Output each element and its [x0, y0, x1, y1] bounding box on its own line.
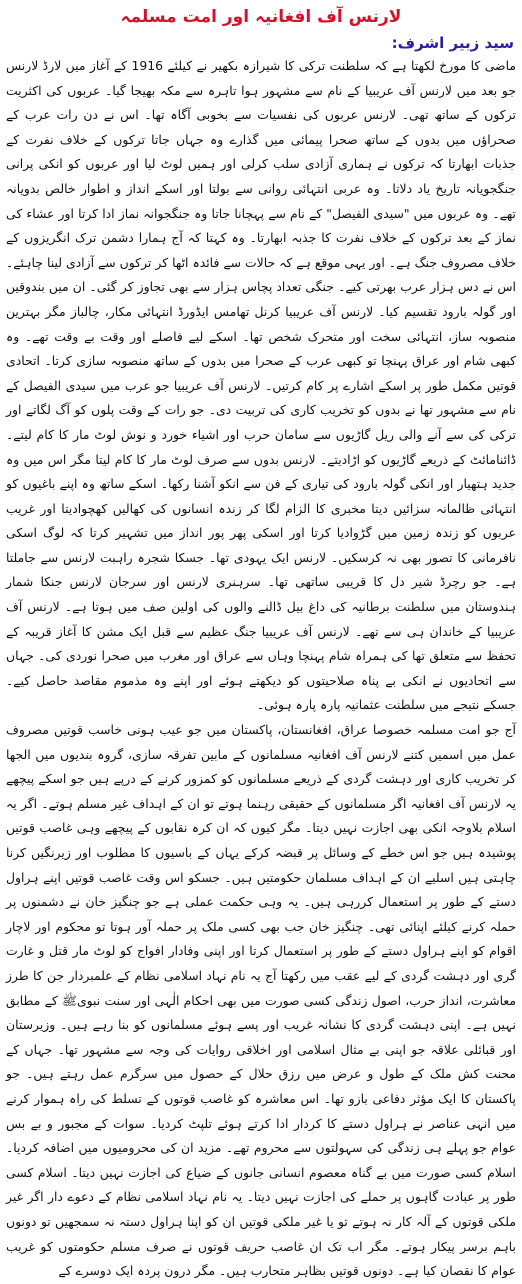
paragraph-text: آج جو امت مسلمہ خصوصا عراق، افغانستان، پاکستان میں جو عیب ہونی خاسب قوتیں مصروف عمل میں اسمیں کتنے لارنس آف افغانیہ مسلمانوں کے مابین تفرقہ سازی، گروہ بندیوں میں الجھا کر تخریب کاری اور دہشت گردی کے ذریعے مسلمانوں کو کمزور کرنے کے درپے ہیں جو اسکے پیچھے یہ لارنس آف افغانیہ اگر مسلمانوں کے حقیقی رہنما ہوتے تو ان کے اہداف غیر مسلم ہوتے۔ اگر یہ اسلام بلاوجہ انکی بھی اجازت نہیں دیتا۔ مگر کیوں کہ ان کرہ نقابوں کے پیچھے وہی غاصب قوتیں پوشیدہ ہیں جو اس خطے کے وسائل پر قبضہ کرکے یہاں کے باسیوں کا مطلوب اور زیرنگیں کرنا چاہتی ہیں اسلیے ان کے اہداف مسلمان حکومتیں ہیں۔ جسکو اس وقت غاصب قوتیں اپنے ہراول دستے کے طور پر استعمال کررہی ہیں۔ یہ وہی حکمت عملی ہے جو چنگیز خان نے دشمنوں پر حملہ کرنے کیلئے اپنائی تھی۔ چنگیز خان جب بھی کسی ملک پر حملہ آور ہوتا تو محکوم اور لاچار اقوام کو اپنے ہراول دستے کے طور پر استعمال کرتا اور اپنی وفادار افواج کو لوٹ مار قتل و غارت گری اور دہشت گردی کے لیے عقب میں رکھتا آج یہ نام نہاد اسلامی نظام کے علمبردار جن کا طرز معاشرت، انداز حرب، اصول زندگی کسی صورت میں بھی احکام الٰہی اور سنت نبویﷺ کے مطابق نہیں ہے۔ اپنی دہشت گردی کا نشانہ غریب اور پسے ہوئے مسلمانوں کو بنا رہے ہیں۔ وزیرستان اور قبائلی علاقہ جو اپنی بے مثال اسلامی اور اخلاقی روایات کی وجہ سے مشہور تھا۔ جہاں کے محنت کش ملک کے طول و عرض میں رزق حلال کے حصول میں سرگرم عمل رہتے ہیں۔ جو پاکستان کا ایک مؤثر دفاعی بازو تھا۔ اس معاشرہ کو غاصب قوتوں کے تسلط کی راہ ہموار کرنے میں انہی عناصر نے ہراول دستے کا کردار ادا کرتے ہوئے تلپٹ کردیا۔ سوات کے مجبور و بے بس عوام جو پہلے ہی زندگی کی سہولتوں سے محروم تھے۔ مزید ان کی محرومیوں میں اضافہ کردیا۔ اسلام کسی صورت میں بے گناہ معصوم انسانی جانوں کے ضیاع کی اجازت نہیں دیتا۔ اسلام کسی طور پر عبادت گاہوں پر حملے کی اجازت نہیں دیتا۔ یہ نام نہاد اسلامی نظام کے دعوے دار اگر غیر ملکی قوتوں کے آلہ کار نہ ہوتے تو یا غیر ملکی قوتیں ان کو اپنا ہراول دستہ نہ سمجھیں تو دونوں باہم برسر پیکار ہوتے۔ مگر اب تک ان غاصب حریف قوتوں نے صرف مسلم حکومتوں کو غریب عوام کا نقصان کیا ہے۔ دونوں قوتیں بظاہر متحارب ہیں۔ مگر درون پردہ ایک دوسرے کے	[6, 722, 516, 1279]
article-paragraph-1	[6, 54, 516, 718]
article-paragraph-2	[6, 718, 516, 1284]
paragraph-text: ماضی کا مورخ لکھتا ہے کہ سلطنت ترکی کا شیرازہ بکھیر نے کیلئے 1916 کے آغاز میں لارڈ لارنس جو بعد میں لارنس آف عریبیا کے نام سے مشہور ہوا تاہرہ سے مکہ بھیجا گیا۔ عربوں کی اکثریت ترکوں کے ساتھ تھی۔ لارنس عربوں کی نفسیات سے بخوبی آگاہ تھا۔ اس نے دن رات عرب کے صحراؤں میں بدوں کے ساتھ صحرا پیمائی میں گذارے وہ جہاں جاتا ترکوں کے خلاف نفرت کے جذبات ابھارتا کہ ترکوں نے ہماری آزادی سلب کرلی اور ہمیں لوٹ لیا اور عربوں کو انکی پرانی جنگجویانہ تاریخ یاد دلاتا۔ وہ عربی انتہائی روانی سے بولتا اور اسکے انداز و اطوار خالص بدویانہ تھے۔ وہ عربوں میں "سیدی الفیصل" کے نام سے پہچانا جاتا وہ جنگجوانہ نماز ادا کرتا اور عشاء کی نماز کے بعد ترکوں کے خلاف نفرت کا جذبہ ابھارتا۔ وہ کہتا کہ آج ہمارا دشمن ترک انگریزوں کے خلاف مصروف جنگ ہے۔ اور یہی موقع ہے کہ حالات سے فائدہ اٹھا کر ترکوں سے آزادی لینا چاہئے۔ اس نے دس ہزار عرب بھرتی کیے۔ جنگی تعداد پچاس ہزار سے بھی تجاوز کر گئی۔ ان میں بندوقیں اور گولہ بارود تقسیم کیا۔ لارنس آف عریبیا کرنل تھامس ایڈورڈ انتہائی مکار، چالباز مگر بہترین منصوبہ ساز، انتہائی سخت اور متحرک شخص تھا۔ اسکے لیے فاصلے اور وقت بے وقت تھے۔ وہ کبھی شام اور عراق پہنچا تو کبھی عرب کے صحرا میں بدوں کے ساتھ منصوبہ سازی کرتا۔ اتحادی قوتیں مکمل طور پر اسکے اشارے پر کام کرتیں۔ لارنس آف عریبیا جو عرب میں سیدی الفیصل کے نام سے مشہور تھا نے بدوں کو تخریب کاری کی تربیت دی۔ جو رات کے وقت پلوں کو آگ لگاتے اور ترکی کی سے آنے والی ریل گاڑیوں سے سامان حرب اور اشیاء خورد و نوش لوٹ مار کا کام لیتے۔ ڈائنامائٹ کے ذریعے گاڑیوں کو اڑادیتے۔ لارنس بدوں سے صرف لوٹ مار کا کام لیتا مگر اس میں وہ جدید ہتھیار اور انکی گولہ بارود کی تیاری کے فن سے انکو آشنا رکھا۔ اسکے ساتھ وہ اپنے باغیوں کو انتہائی ظالمانہ سزائیں دیتا مخبری کا الزام لگا کر زندہ انسانوں کی کھالیں کھچوادیتا اور غریب عربوں کو زندہ زمین میں گڑوادیا کرتا اور اسکی پھر پور انداز میں تشہیر کرتا کہ لوگ اسکی نافرمانی کا تصور بھی نہ کرسکیں۔ لارنس ایک یہودی تھا۔ جسکا شجرہ راہبت لارنس سے جاملتا ہے۔ جو رچرڈ شیر دل کا قریبی ساتھی تھا۔ سرہنری لارنس اور سرجان لارنس جنکا شمار ہندوستان میں سلطنت برطانیہ کی داغ بیل ڈالنے والوں کی اولین صف میں ہوتا ہے۔ لارنس آف عریبیا کے خاندان ہی سے تھے۔ لارنس آف عریبیا جنگ عظیم سے قبل ایک مشن کا آغاز قریبہ کے تحفظ سے متعلق تھا کی ہمراہ شام پہنچا وہاں سے عراق اور مغرب میں صحرا نوردی کی۔ جہاں سے اتحادیوں نے انکی بے پناہ صلاحیتوں کو دیکھتے ہوئے اور اپنے وہ مذموم مقاصد حاصل کیے۔ جسکے نتیجے میں سلطنت عثمانیہ پارہ پارہ ہوئی۔	[6, 58, 516, 713]
article-headline: لارنس آف افغانیہ اور امت مسلمہ	[120, 7, 402, 27]
article-body	[6, 54, 516, 1284]
newspaper-clipping	[0, 2, 522, 1279]
article-author: سید زبیر اشرف:	[391, 34, 514, 52]
